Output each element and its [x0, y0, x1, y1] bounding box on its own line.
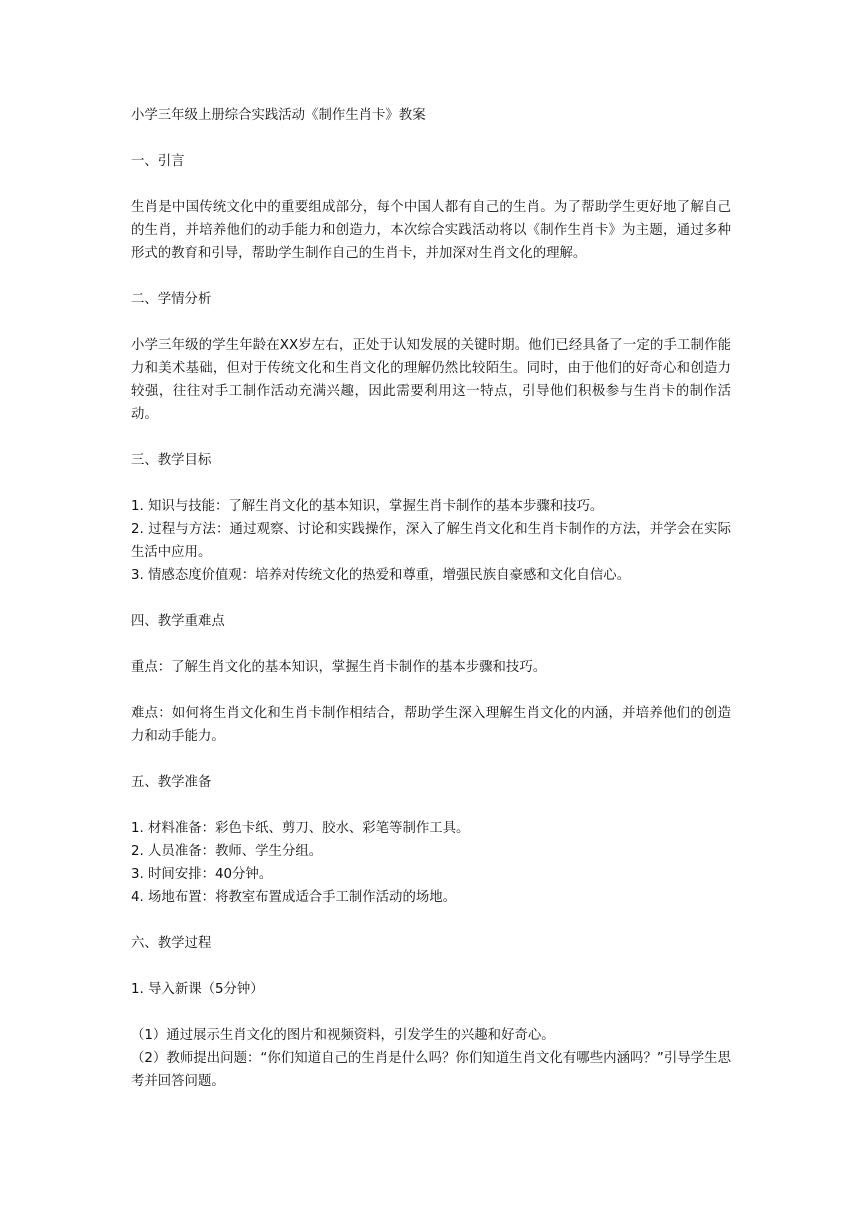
key-point-paragraph: 重点：了解生肖文化的基本知识，掌握生肖卡制作的基本步骤和技巧。 [131, 660, 547, 675]
section-heading-teaching-process: 六、教学过程 [131, 936, 212, 951]
document-page [131, 104, 731, 1093]
preparation-item: 4. 场地布置：将教室布置成适合手工制作活动的场地。 [131, 890, 457, 905]
section-heading-preparation: 五、教学准备 [131, 775, 212, 790]
preparation-item: 2. 人员准备：教师、学生分组。 [131, 844, 323, 859]
process-item: （2）教师提出问题：“你们知道自己的生肖是什么吗？你们知道生肖文化有哪些内涵吗？”引导学生思考并回答问题。 [131, 1051, 731, 1089]
section-heading-teaching-goals: 三、教学目标 [131, 453, 212, 468]
preparation-item: 1. 材料准备：彩色卡纸、剪刀、胶水、彩笔等制作工具。 [131, 821, 470, 836]
goal-item: 3. 情感态度价值观：培养对传统文化的热爱和尊重，增强民族自豪感和文化自信心。 [131, 568, 631, 583]
section-heading-student-analysis: 二、学情分析 [131, 292, 212, 307]
section-heading-introduction: 一、引言 [131, 154, 185, 169]
document-title: 小学三年级上册综合实践活动《制作生肖卡》教案 [131, 108, 426, 123]
process-step-heading: 1. 导入新课（5分钟） [131, 982, 264, 997]
student-analysis-paragraph: 小学三年级的学生年龄在XX岁左右，正处于认知发展的关键时期。他们已经具备了一定的手工制作能力和美术基础，但对于传统文化和生肖文化的理解仍然比较陌生。同时，由于他们的好奇心和创造力较强，往往对手工制作活动充满兴趣，因此需要利用这一特点，引导他们积极参与生肖卡的制作活动。 [131, 338, 731, 422]
preparation-item: 3. 时间安排：40分钟。 [131, 867, 273, 882]
section-heading-key-points: 四、教学重难点 [131, 614, 225, 629]
introduction-paragraph: 生肖是中国传统文化中的重要组成部分，每个中国人都有自己的生肖。为了帮助学生更好地了解自己的生肖，并培养他们的动手能力和创造力，本次综合实践活动将以《制作生肖卡》为主题，通过多种形式的教育和引导，帮助学生制作自己的生肖卡，并加深对生肖文化的理解。 [131, 200, 731, 261]
process-item: （1）通过展示生肖文化的图片和视频资料，引发学生的兴趣和好奇心。 [131, 1028, 555, 1043]
difficult-point-paragraph: 难点：如何将生肖文化和生肖卡制作相结合，帮助学生深入理解生肖文化的内涵，并培养他们的创造力和动手能力。 [131, 706, 731, 744]
goal-item: 2. 过程与方法：通过观察、讨论和实践操作，深入了解生肖文化和生肖卡制作的方法，并学会在实际生活中应用。 [131, 522, 731, 560]
goal-item: 1. 知识与技能：了解生肖文化的基本知识，掌握生肖卡制作的基本步骤和技巧。 [131, 499, 604, 514]
